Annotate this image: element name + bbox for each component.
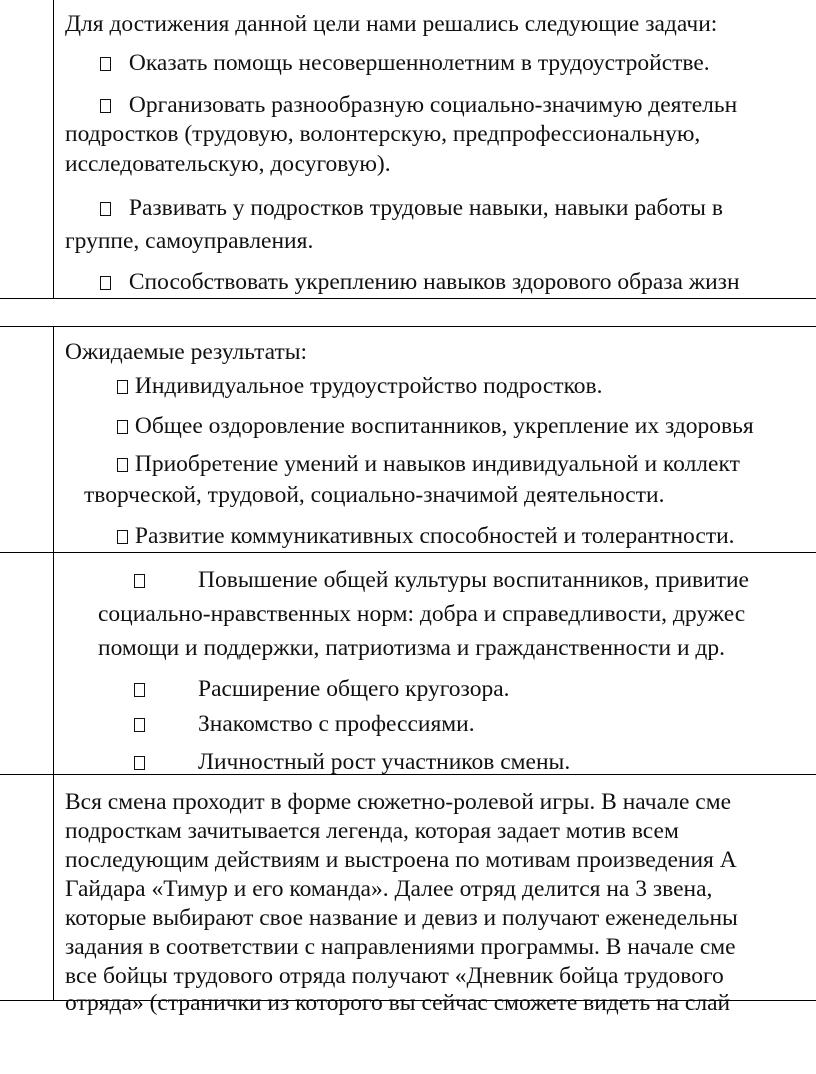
results-intro: Ожидаемые результаты: [65, 339, 308, 365]
result-item: Общее оздоровление воспитанников, укрепление их здоровья [117, 412, 754, 440]
tasks-intro: Для достижения данной цели нами решались следующие задачи: [65, 11, 718, 37]
result-item: Индивидуальное трудоустройство подростков. [117, 372, 603, 400]
result-item [134, 710, 145, 738]
result-item-continuation: помощи и поддержки, патриотизма и гражданственности и др. [98, 635, 725, 661]
task-item-continuation: подростков (трудовую, волонтерскую, предпрофессиональную, [65, 121, 701, 147]
task-item: Способствовать укреплению навыков здорового образа жизн [100, 268, 740, 296]
description-line: задания в соответствии с направлениями программы. В начале сме [65, 934, 736, 960]
column-divider [53, 0, 54, 298]
checkbox-bullet-icon [134, 718, 145, 732]
checkbox-bullet-icon [117, 380, 128, 394]
result-item-text: Повышение общей культуры воспитанников, привитие [198, 567, 749, 593]
result-item-text: Знакомство с профессиями. [198, 711, 475, 737]
checkbox-bullet-icon [100, 276, 111, 290]
description-line: Гайдара «Тимур и его команда». Далее отряд делится на 3 звена, [65, 876, 713, 902]
checkbox-bullet-icon [117, 530, 128, 544]
row-divider [0, 552, 816, 553]
checkbox-bullet-icon [117, 420, 128, 434]
description-line: все бойцы трудового отряда получают «Дневник бойца трудового [65, 963, 724, 989]
task-item: Развивать у подростков трудовые навыки, навыки работы в [100, 194, 723, 222]
description-line: которые выбирают свое название и девиз и получают еженедельны [65, 905, 738, 931]
column-divider [53, 327, 54, 1000]
result-item-continuation: социально-нравственных норм: добра и справедливости, дружес [98, 601, 746, 627]
task-item-continuation: группе, самоуправления. [65, 228, 314, 254]
checkbox-bullet-icon [134, 574, 145, 588]
result-item [134, 675, 145, 703]
result-item: Развитие коммуникативных способностей и толерантности. [117, 522, 735, 550]
task-item: Оказать помощь несовершеннолетним в трудоустройстве. [100, 49, 710, 77]
result-item [134, 748, 145, 776]
description-line: последующим действиям и выстроена по мотивам произведения А [65, 847, 737, 873]
result-item [134, 566, 145, 594]
task-item: Организовать разнообразную социально-значимую деятельн [100, 91, 737, 119]
result-item-continuation: творческой, трудовой, социально-значимой деятельности. [84, 482, 665, 508]
checkbox-bullet-icon [134, 683, 145, 697]
description-line: подросткам зачитывается легенда, которая задает мотив всем [65, 818, 679, 844]
result-item-text: Расширение общего кругозора. [198, 676, 510, 702]
checkbox-bullet-icon [100, 99, 111, 113]
result-item-text: Личностный рост участников смены. [198, 749, 571, 775]
checkbox-bullet-icon [117, 458, 128, 472]
checkbox-bullet-icon [100, 202, 111, 216]
result-item: Приобретение умений и навыков индивидуальной и коллект [117, 450, 740, 478]
description-line: отряда» (странички из которого вы сейчас сможете видеть на слай [65, 990, 731, 1016]
checkbox-bullet-icon [100, 57, 111, 71]
task-item-continuation: исследовательскую, досуговую). [65, 151, 391, 177]
checkbox-bullet-icon [134, 756, 145, 770]
description-line: Вся смена проходит в форме сюжетно-ролевой игры. В начале сме [65, 789, 732, 815]
